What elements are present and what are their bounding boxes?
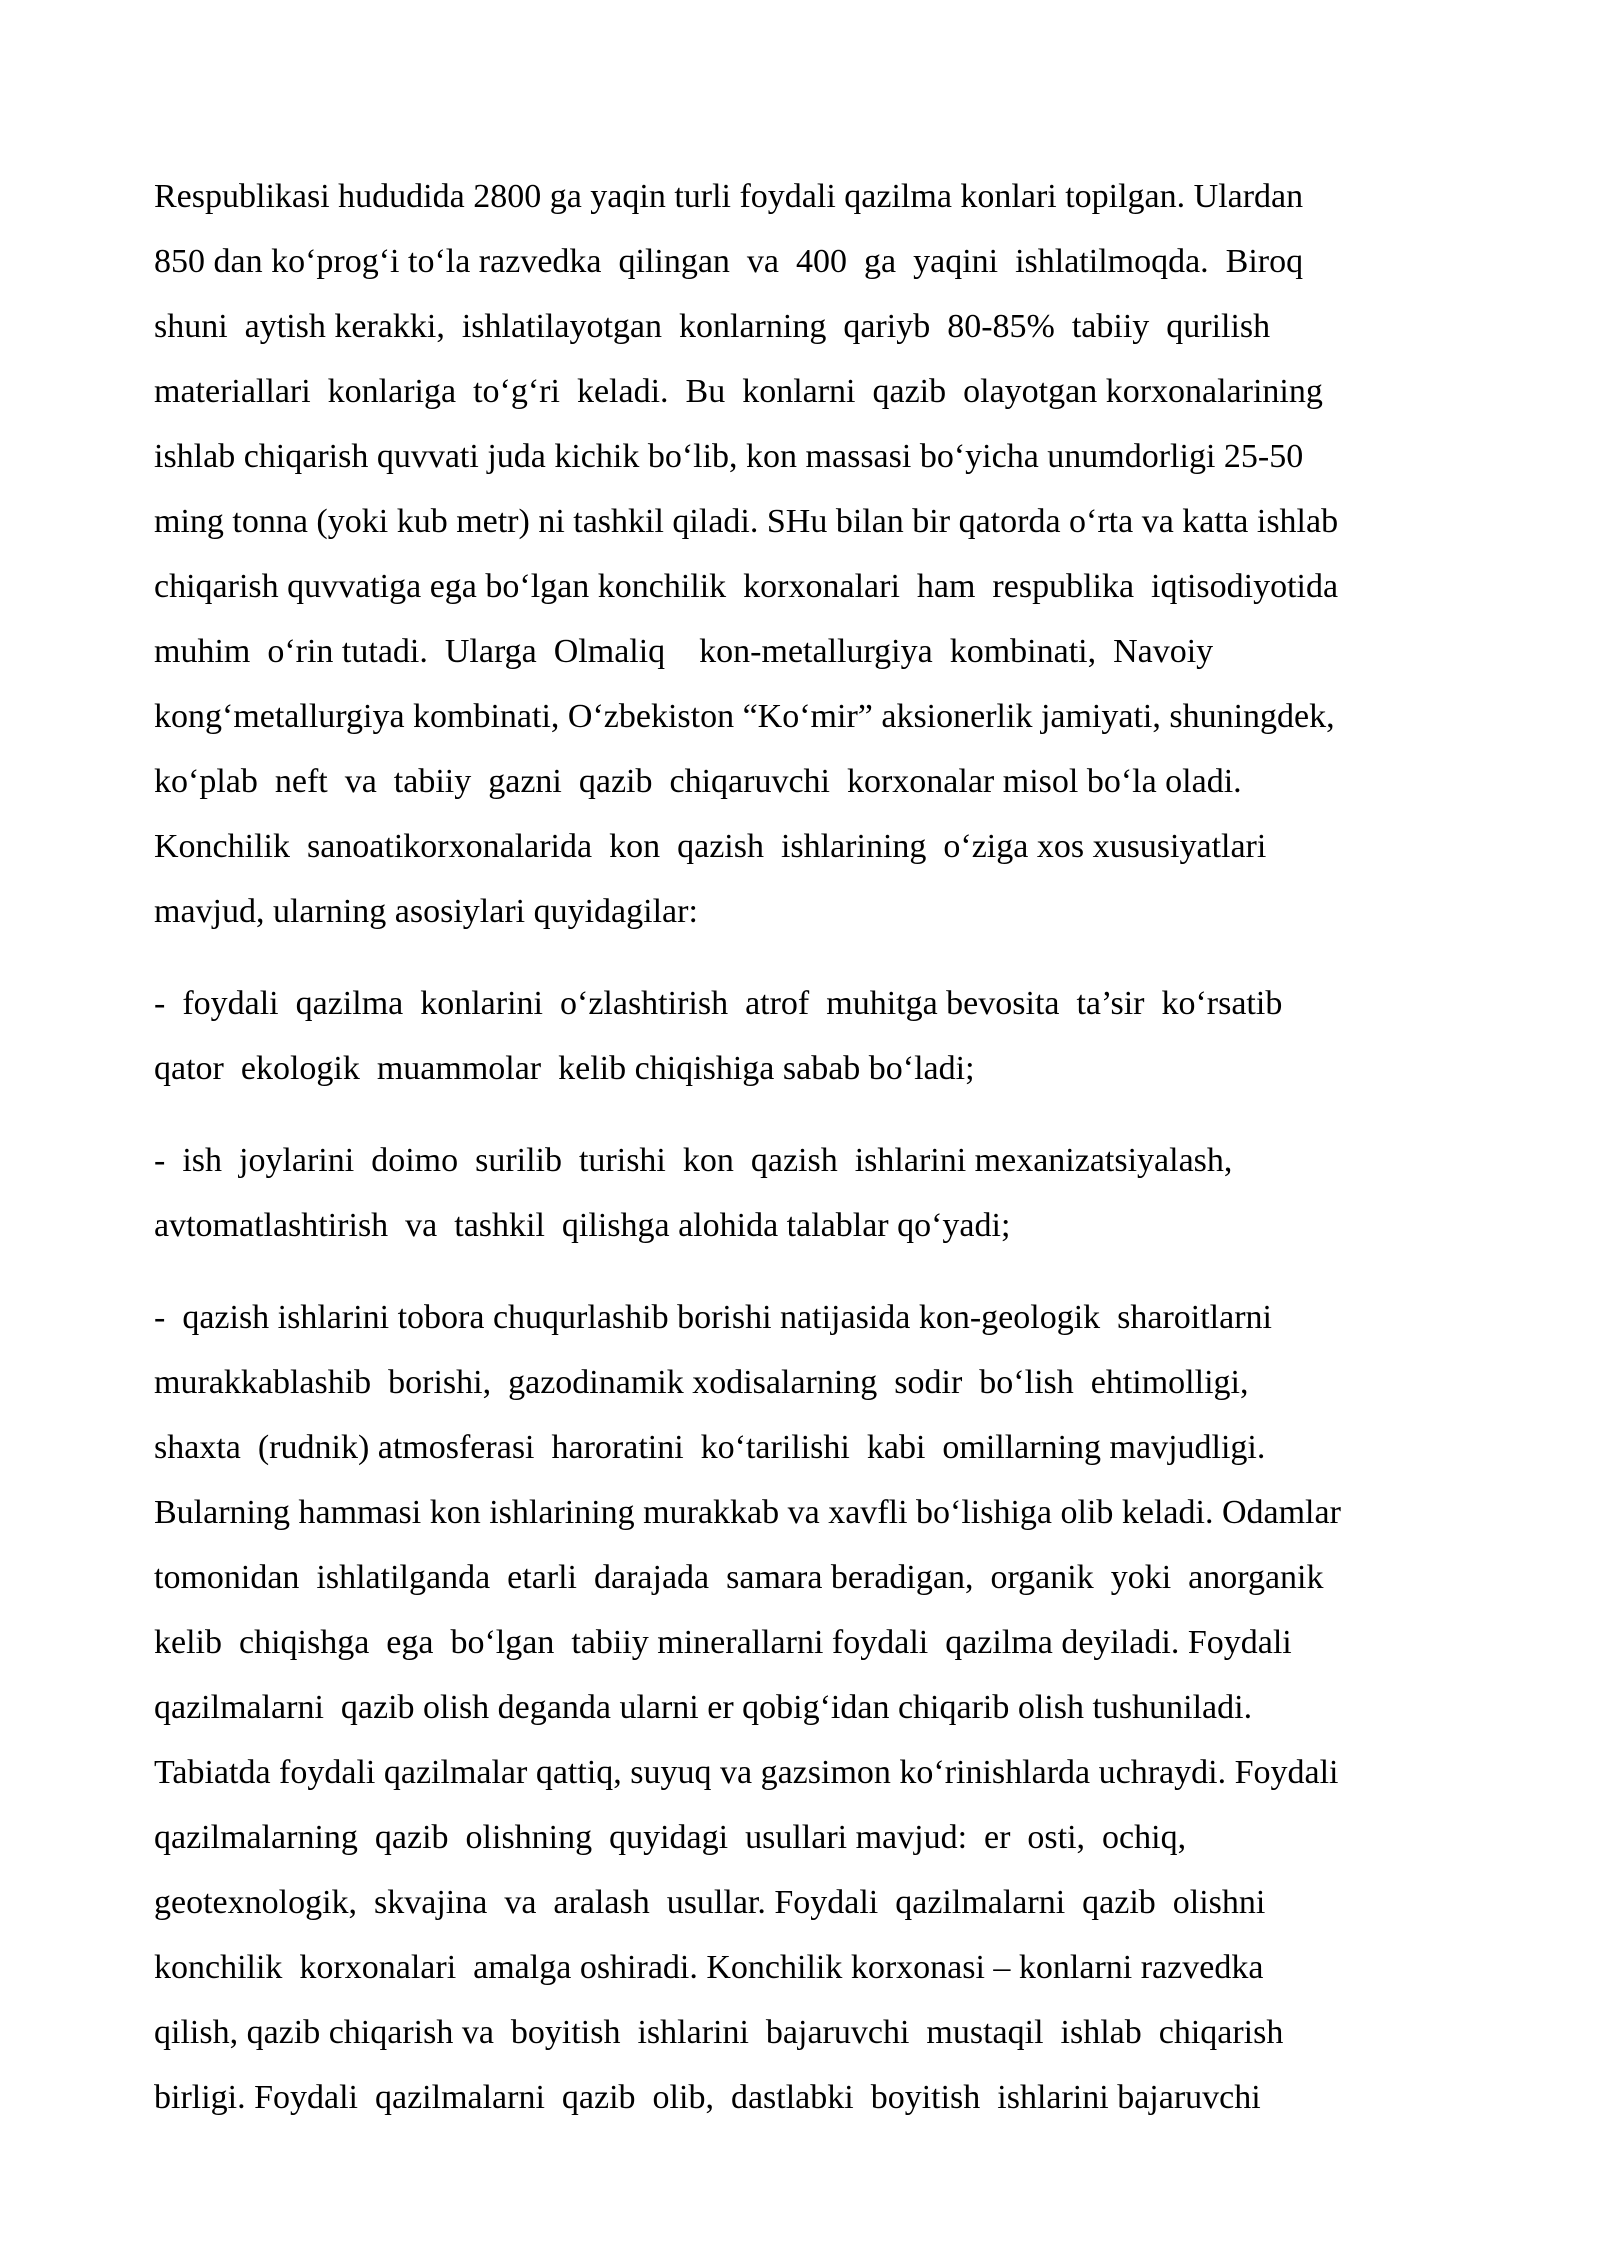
body-paragraph bbox=[154, 164, 1484, 944]
text-line: qilish, qazib chiqarish va boyitish ishlarini bajaruvchi mustaqil ishlab chiqarish bbox=[154, 2014, 1284, 2051]
text-line: Konchilik sanoatikorxonalarida kon qazish ishlarining o‘ziga xos xususiyatlari bbox=[154, 828, 1267, 865]
text-line: tomonidan ishlatilganda etarli darajada samara beradigan, organik yoki anorganik bbox=[154, 1559, 1324, 1596]
text-line: qazilmalarning qazib olishning quyidagi usullari mavjud: er osti, ochiq, bbox=[154, 1819, 1187, 1856]
text-line: Bularning hammasi kon ishlarining murakkab va xavfli bo‘lishiga olib keladi. Odamlar bbox=[154, 1494, 1341, 1531]
text-line: ming tonna (yoki kub metr) ni tashkil qiladi. SHu bilan bir qatorda o‘rta va katta ishlab bbox=[154, 503, 1339, 540]
text-line: geotexnologik, skvajina va aralash usullar. Foydali qazilmalarni qazib olishni bbox=[154, 1884, 1266, 1921]
text-line: qazilmalarni qazib olish deganda ularni er qobig‘idan chiqarib olish tushuniladi. bbox=[154, 1689, 1253, 1726]
text-line: ko‘plab neft va tabiiy gazni qazib chiqaruvchi korxonalar misol bo‘la oladi. bbox=[154, 763, 1242, 800]
bullet-item bbox=[154, 971, 1484, 1101]
document-body bbox=[154, 164, 1484, 2130]
text-line: shuni aytish kerakki, ishlatilayotgan konlarning qariyb 80-85% tabiiy qurilish bbox=[154, 308, 1271, 345]
text-line: 850 dan ko‘prog‘i to‘la razvedka qilingan va 400 ga yaqini ishlatilmoqda. Biroq bbox=[154, 243, 1304, 280]
text-line: Respublikasi hududida 2800 ga yaqin turli foydali qazilma konlari topilgan. Ulardan bbox=[154, 178, 1304, 215]
bullet-item bbox=[154, 1128, 1484, 1258]
text-line: kong‘metallurgiya kombinati, O‘zbekiston “Ko‘mir” aksionerlik jamiyati, shuningdek, bbox=[154, 698, 1335, 735]
text-line: mavjud, ularning asosiylari quyidagilar: bbox=[154, 893, 698, 930]
text-line: shaxta (rudnik) atmosferasi haroratini ko‘tarilishi kabi omillarning mavjudligi. bbox=[154, 1429, 1266, 1466]
text-line: Tabiatda foydali qazilmalar qattiq, suyuq va gazsimon ko‘rinishlarda uchraydi. Foydali bbox=[154, 1754, 1339, 1791]
text-line: konchilik korxonalari amalga oshiradi. Konchilik korxonasi – konlarni razvedka bbox=[154, 1949, 1264, 1986]
text-line: chiqarish quvvatiga ega bo‘lgan konchilik korxonalari ham respublika iqtisodiyotida bbox=[154, 568, 1339, 605]
text-line: materiallari konlariga to‘g‘ri keladi. Bu konlarni qazib olayotgan korxonalarining bbox=[154, 373, 1323, 410]
text-line: - foydali qazilma konlarini o‘zlashtirish atrof muhitga bevosita ta’sir ko‘rsatib bbox=[154, 985, 1283, 1022]
text-line: birligi. Foydali qazilmalarni qazib olib, dastlabki boyitish ishlarini bajaruvchi bbox=[154, 2079, 1261, 2116]
text-line: murakkablashib borishi, gazodinamik xodisalarning sodir bo‘lish ehtimolligi, bbox=[154, 1364, 1249, 1401]
text-line: - qazish ishlarini tobora chuqurlashib borishi natijasida kon-geologik sharoitlarni bbox=[154, 1299, 1272, 1336]
text-line: qator ekologik muammolar kelib chiqishiga sabab bo‘ladi; bbox=[154, 1050, 975, 1087]
text-line: - ish joylarini doimo surilib turishi kon qazish ishlarini mexanizatsiyalash, bbox=[154, 1142, 1233, 1179]
text-line: muhim o‘rin tutadi. Ularga Olmaliq kon-metallurgiya kombinati, Navoiy bbox=[154, 633, 1214, 670]
bullet-item bbox=[154, 1285, 1484, 2130]
text-line: avtomatlashtirish va tashkil qilishga alohida talablar qo‘yadi; bbox=[154, 1207, 1011, 1244]
text-line: ishlab chiqarish quvvati juda kichik bo‘lib, kon massasi bo‘yicha unumdorligi 25-50 bbox=[154, 438, 1304, 475]
text-line: kelib chiqishga ega bo‘lgan tabiiy minerallarni foydali qazilma deyiladi. Foydali bbox=[154, 1624, 1292, 1661]
